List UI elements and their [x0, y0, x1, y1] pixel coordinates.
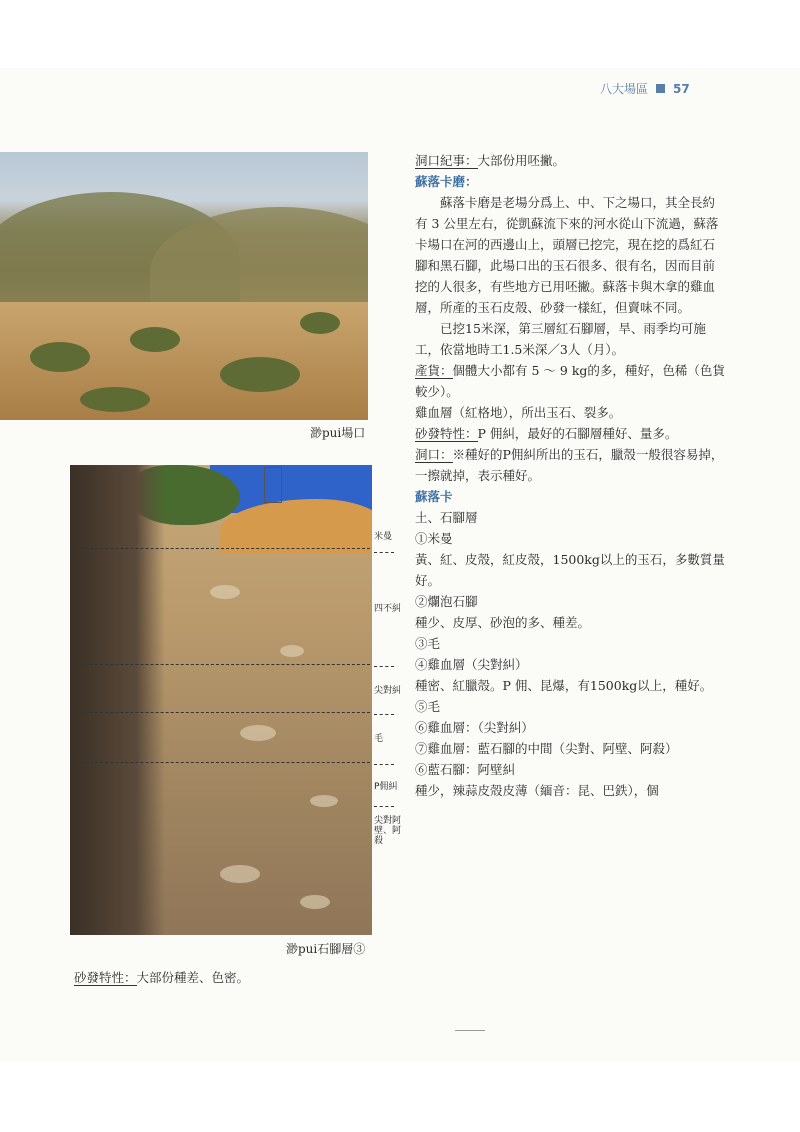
body-text-column: [415, 150, 725, 801]
term-text: 大部份用呸撇。: [477, 153, 566, 168]
text-paragraph: ⑤毛: [415, 699, 441, 714]
text-paragraph: ②爛泡石腳: [415, 594, 478, 609]
term-label: 砂發特性：: [415, 426, 478, 441]
layer-label: 米曼: [374, 532, 393, 542]
layer-label: 尖對阿壁、阿殺: [374, 816, 402, 846]
term-text: 個體大小都有 5 ～ 9 kg的多，種好，色稀（色貨較少）。: [415, 363, 725, 399]
text-paragraph: ①米曼: [415, 531, 453, 546]
term-text: ※種好的P佣糾所出的玉石，臘殼一般很容易掉，一擦就掉，表示種好。: [415, 447, 724, 483]
text-paragraph: 土、石腳層: [415, 510, 478, 525]
term-label: 洞口：: [415, 447, 453, 462]
photo1-caption: 渺pui場口: [310, 426, 366, 440]
layer-label: 尖對糾: [374, 686, 402, 696]
text-paragraph: ⑥雞血層：（尖對糾）: [415, 720, 534, 735]
bottom-note-text: 大部份種差、色密。: [136, 970, 250, 985]
text-paragraph: [415, 423, 725, 444]
text-paragraph: ⑦雞血層：藍石腳的中間（尖對、阿壁、阿殺）: [415, 741, 678, 756]
landscape-photo: [0, 152, 368, 420]
text-paragraph: [415, 360, 725, 402]
strata-photo: [70, 465, 372, 935]
term-text: P 佣糾，最好的石腳層種好、量多。: [477, 426, 678, 441]
running-head: [600, 80, 690, 97]
section-title: 八大場區: [600, 82, 649, 96]
layer-label: P佣糾: [374, 782, 398, 792]
text-paragraph: [415, 444, 725, 486]
text-paragraph: 種密、紅臘殼。P 佣、昆爆，有1500kg以上，種好。: [415, 678, 713, 693]
text-paragraph: 種少，辣蒜皮殼皮薄（緬音：昆、巴鉄），個: [415, 783, 659, 798]
text-paragraph: ⑥藍石腳：阿壁糾: [415, 762, 516, 777]
page-number: 57: [673, 81, 690, 96]
bottom-note: [74, 968, 249, 986]
photo2-caption: 渺pui石腳層③: [286, 942, 366, 956]
square-bullet-icon: [656, 84, 665, 93]
text-paragraph: 蘇落卡磨是老場分爲上、中、下之場口，其全長約有 3 公里左右，從凱蘇流下來的河水從山下流過，蘇落卡場口在河的西邊山上，頭層已挖完，現在挖的爲紅石腳和黑石腳，此場口出的玉石很多、很有名，因而目前挖的人很多，有些地方已用呸撇。蘇落卡與木拿的雞血層，所產的玉石皮殼、砂發一樣紅，但賣味不同。: [415, 195, 719, 315]
text-paragraph: 已挖15米深，第三層紅石腳層，旱、雨季均可施工，依當地時工1.5米深／3人（月）。: [415, 321, 706, 357]
term-label: 產貨：: [415, 363, 453, 378]
text-paragraph: 雞血層（紅格地），所出玉石、裂多。: [415, 405, 622, 420]
term-label: 洞口紀事：: [415, 153, 478, 168]
section-heading: 蘇落卡磨：: [415, 174, 478, 189]
bottom-note-label: 砂發特性：: [74, 970, 137, 985]
text-paragraph: 種少、皮厚、砂泡的多、種差。: [415, 615, 591, 630]
text-paragraph: ④雞血層（尖對糾）: [415, 657, 528, 672]
layer-label: 四不糾: [374, 604, 402, 614]
section-heading: 蘇落卡: [415, 489, 453, 504]
text-paragraph: [415, 150, 725, 171]
layer-label: 毛: [374, 734, 384, 744]
text-paragraph: ③毛: [415, 636, 441, 651]
text-paragraph: 黃、紅、皮殼，紅皮殼，1500kg以上的玉石，多數質量好。: [415, 552, 725, 588]
